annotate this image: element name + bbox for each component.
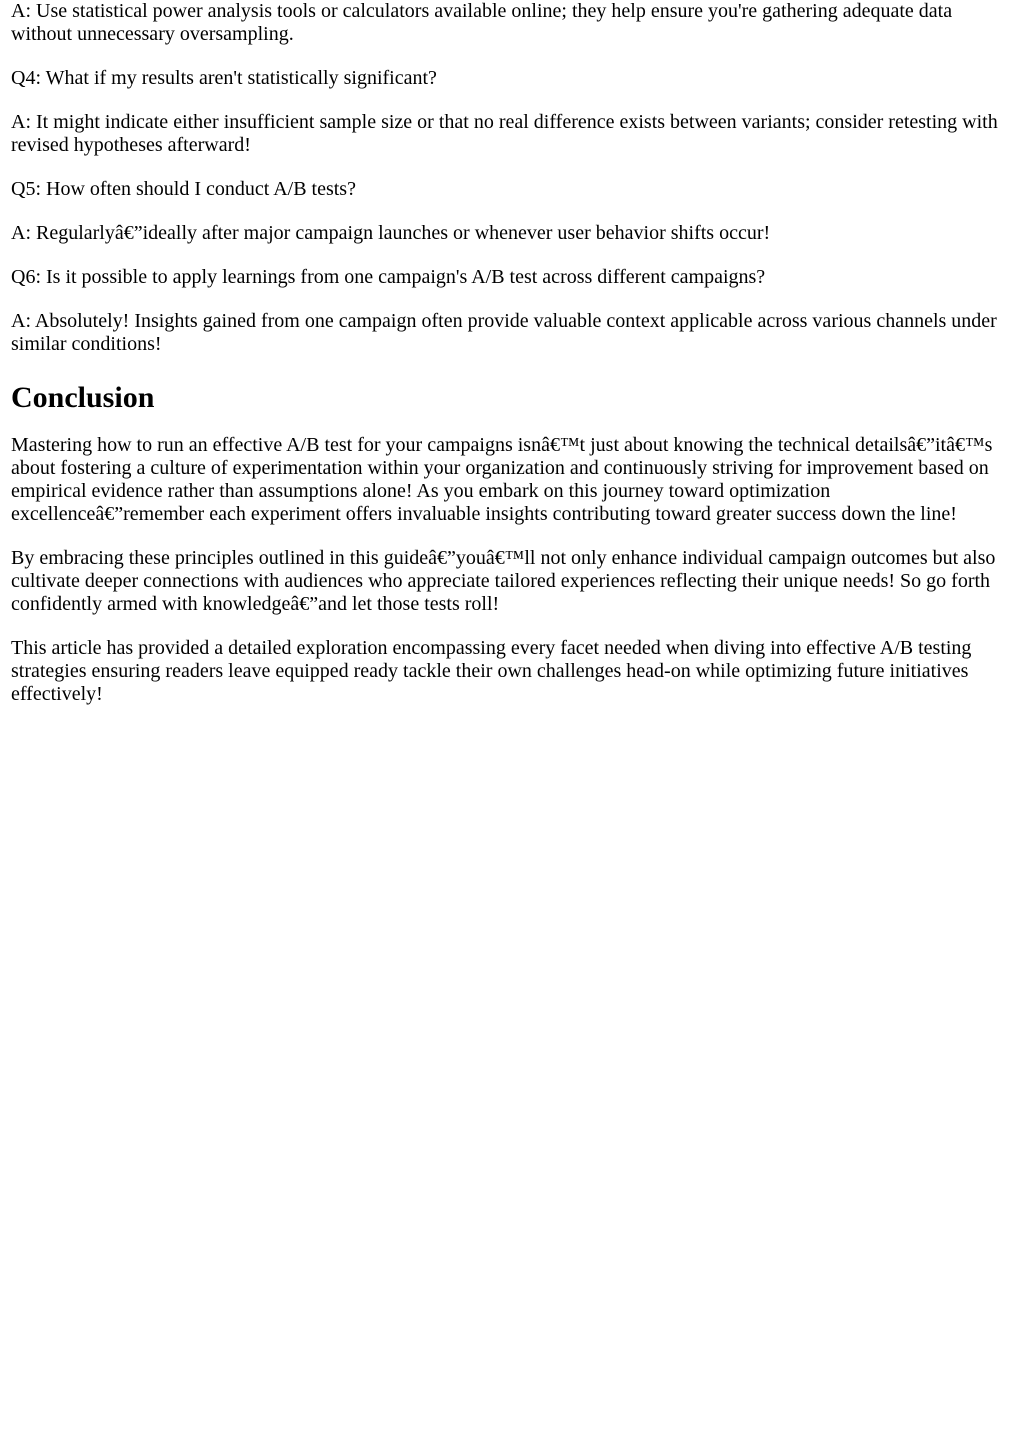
faq-question-4: Q4: What if my results aren't statistically significant? (11, 67, 437, 89)
faq-answer-4: A: It might indicate either insufficient sample size or that no real difference exists between variants; consider retesting with revised hypotheses afterward! (11, 111, 998, 156)
faq-answer-3: A: Use statistical power analysis tools or calculators available online; they help ensure you're gathering adequate data without unnecessary oversampling. (11, 0, 953, 45)
faq-answer-5: A: Regularlyâ€”ideally after major campaign launches or whenever user behavior shifts occur! (11, 222, 771, 244)
faq-answer-6: A: Absolutely! Insights gained from one campaign often provide valuable context applicable across various channels under similar conditions! (11, 310, 997, 355)
conclusion-heading: Conclusion (11, 381, 155, 414)
faq-question-5: Q5: How often should I conduct A/B tests? (11, 178, 356, 200)
conclusion-paragraph-3: This article has provided a detailed exploration encompassing every facet needed when diving into effective A/B testing strategies ensuring readers leave equipped ready tackle their own challenges head-on while optimizing future initiatives effectively! (11, 637, 972, 705)
faq-question-6: Q6: Is it possible to apply learnings from one campaign's A/B test across different campaigns? (11, 266, 766, 288)
article-body (0, 0, 1024, 706)
conclusion-paragraph-1: Mastering how to run an effective A/B test for your campaigns isnâ€™t just about knowing the technical detailsâ€”itâ€™s about fostering a culture of experimentation within your organization and continuously striving for improvement based on empirical evidence rather than assumptions alone! As you embark on this journey toward optimization excellenceâ€”remember each experiment offers invaluable insights contributing toward greater success down the line! (11, 434, 993, 525)
conclusion-paragraph-2: By embracing these principles outlined in this guideâ€”youâ€™ll not only enhance individual campaign outcomes but also cultivate deeper connections with audiences who appreciate tailored experiences reflecting their unique needs! So go forth confidently armed with knowledgeâ€”and let those tests roll! (11, 547, 996, 615)
